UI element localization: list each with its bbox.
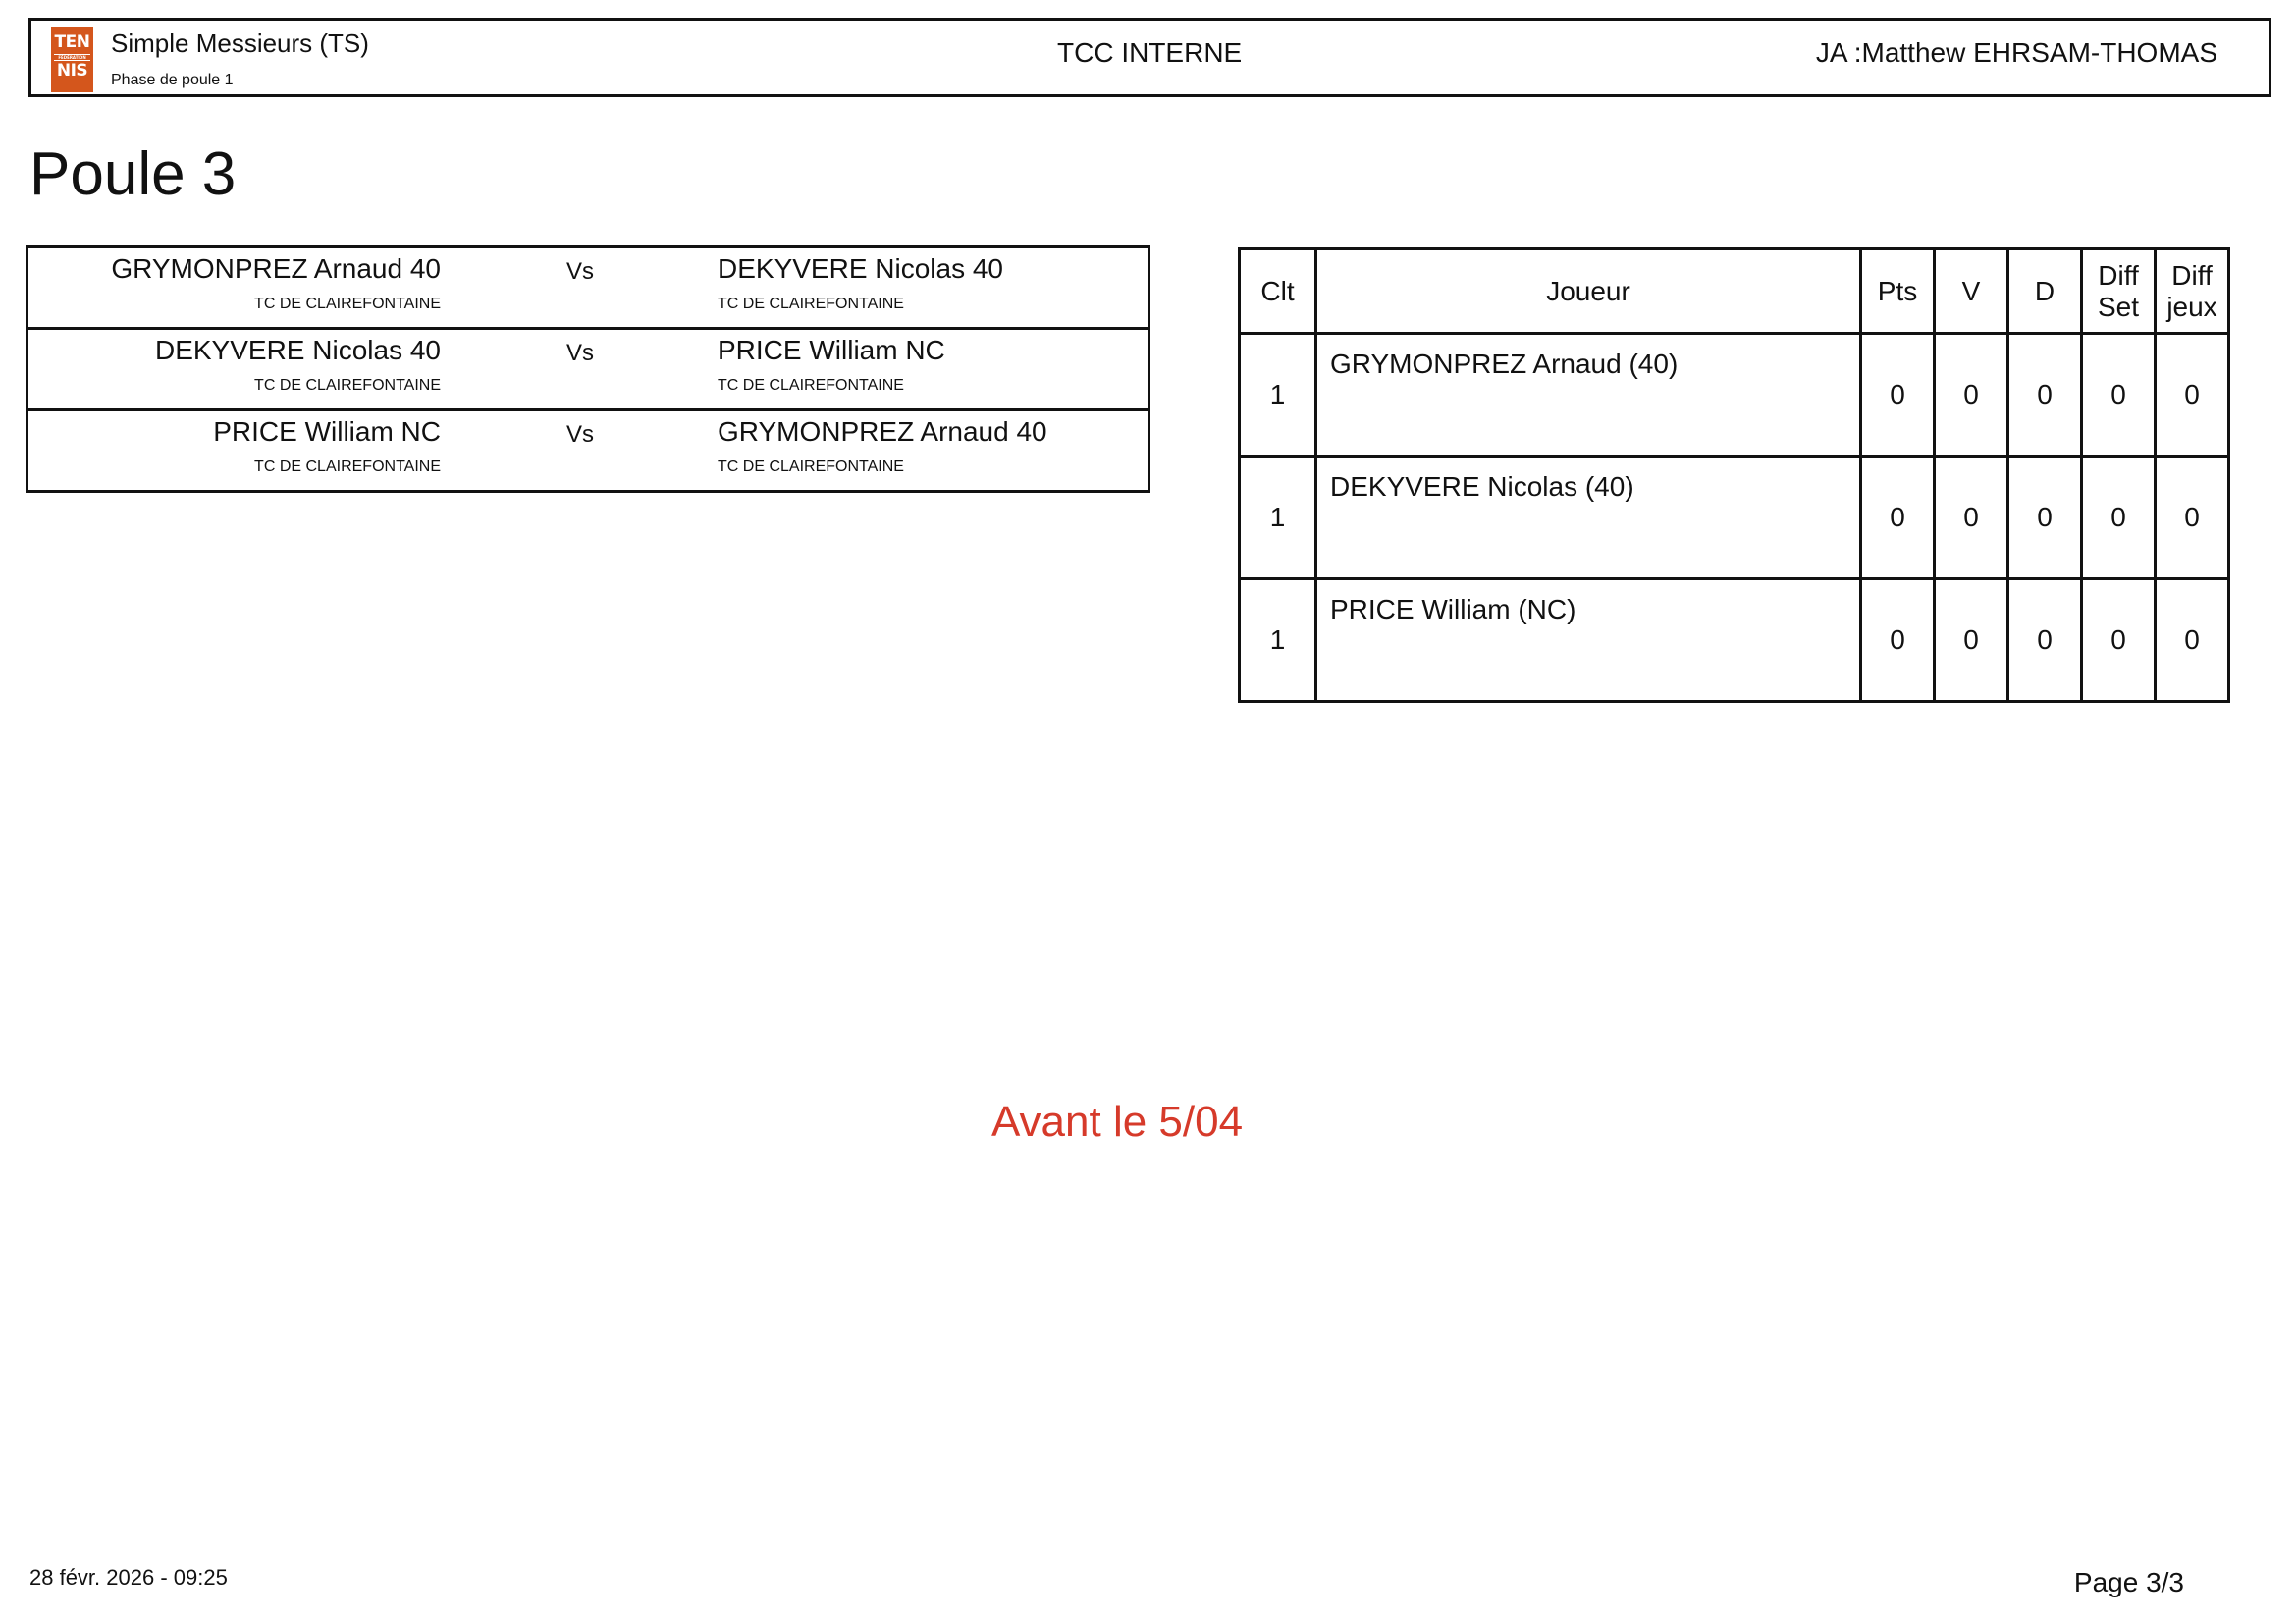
cell-clt: 1 — [1240, 334, 1316, 457]
pool-title: Poule 3 — [29, 140, 237, 208]
column-header-v: V — [1935, 249, 2008, 334]
match-left-club: TC DE CLAIREFONTAINE — [254, 296, 441, 312]
cell-diff-set: 0 — [2082, 457, 2156, 579]
column-header-clt: Clt — [1240, 249, 1316, 334]
match-right-club: TC DE CLAIREFONTAINE — [718, 459, 904, 475]
match-right-club: TC DE CLAIREFONTAINE — [718, 296, 904, 312]
cell-pts: 0 — [1861, 579, 1935, 702]
cell-diff-set: 0 — [2082, 579, 2156, 702]
logo-text-top: TEN — [54, 32, 90, 52]
match-row — [28, 248, 1148, 330]
standings-row — [1240, 579, 2229, 702]
event-title: Simple Messieurs (TS) — [111, 28, 369, 58]
cell-diff-jeux: 0 — [2156, 334, 2229, 457]
match-left-player: GRYMONPREZ Arnaud 40 — [111, 253, 441, 284]
match-right-club: TC DE CLAIREFONTAINE — [718, 377, 904, 394]
cell-pts: 0 — [1861, 457, 1935, 579]
match-list — [26, 245, 1150, 493]
tennis-federation-logo — [51, 27, 93, 92]
diff-jeux-line2: jeux — [2166, 291, 2217, 322]
diff-set-line1: Diff — [2098, 259, 2139, 291]
match-row — [28, 330, 1148, 411]
cell-diff-jeux: 0 — [2156, 579, 2229, 702]
match-vs-label: Vs — [566, 258, 595, 285]
match-vs-label: Vs — [566, 340, 595, 366]
cell-v: 0 — [1935, 579, 2008, 702]
match-left-player: DEKYVERE Nicolas 40 — [154, 335, 441, 365]
diff-set-line2: Set — [2097, 291, 2140, 322]
column-header-pts: Pts — [1861, 249, 1935, 334]
match-right-player: GRYMONPREZ Arnaud 40 — [718, 416, 1047, 447]
column-header-diff-jeux — [2156, 249, 2229, 334]
diff-jeux-line1: Diff — [2171, 259, 2213, 291]
cell-diff-jeux: 0 — [2156, 457, 2229, 579]
match-left-club: TC DE CLAIREFONTAINE — [254, 377, 441, 394]
match-left-club: TC DE CLAIREFONTAINE — [254, 459, 441, 475]
match-vs-label: Vs — [566, 421, 595, 448]
standings-row — [1240, 457, 2229, 579]
page-number: Page 3/3 — [2073, 1567, 2184, 1597]
cell-pts: 0 — [1861, 334, 1935, 457]
cell-v: 0 — [1935, 334, 2008, 457]
match-right-player: DEKYVERE Nicolas 40 — [718, 253, 1004, 284]
standings-table — [1238, 247, 2230, 703]
cell-clt: 1 — [1240, 579, 1316, 702]
cell-joueur: GRYMONPREZ Arnaud (40) — [1316, 334, 1861, 457]
cell-d: 0 — [2008, 457, 2082, 579]
match-row — [28, 411, 1148, 490]
match-right-player: PRICE William NC — [718, 335, 945, 365]
logo-text-bottom: NIS — [56, 61, 88, 81]
standings-header-row — [1240, 249, 2229, 334]
column-header-diff-set — [2082, 249, 2156, 334]
tournament-name: TCC INTERNE — [1057, 37, 1243, 68]
cell-diff-set: 0 — [2082, 334, 2156, 457]
phase-subtitle: Phase de poule 1 — [111, 72, 234, 88]
referee-name: JA :Matthew EHRSAM-THOMAS — [1815, 37, 2217, 68]
cell-d: 0 — [2008, 579, 2082, 702]
cell-joueur: DEKYVERE Nicolas (40) — [1316, 457, 1861, 579]
cell-clt: 1 — [1240, 457, 1316, 579]
print-date: 28 févr. 2026 - 09:25 — [29, 1565, 228, 1590]
logo-tagline: FÉDÉRATION — [54, 54, 90, 61]
deadline-note: Avant le 5/04 — [991, 1098, 1244, 1146]
document-header — [28, 18, 2271, 97]
match-left-player: PRICE William NC — [213, 416, 441, 447]
column-header-d: D — [2008, 249, 2082, 334]
cell-joueur: PRICE William (NC) — [1316, 579, 1861, 702]
cell-v: 0 — [1935, 457, 2008, 579]
standings-row — [1240, 334, 2229, 457]
column-header-joueur: Joueur — [1316, 249, 1861, 334]
cell-d: 0 — [2008, 334, 2082, 457]
